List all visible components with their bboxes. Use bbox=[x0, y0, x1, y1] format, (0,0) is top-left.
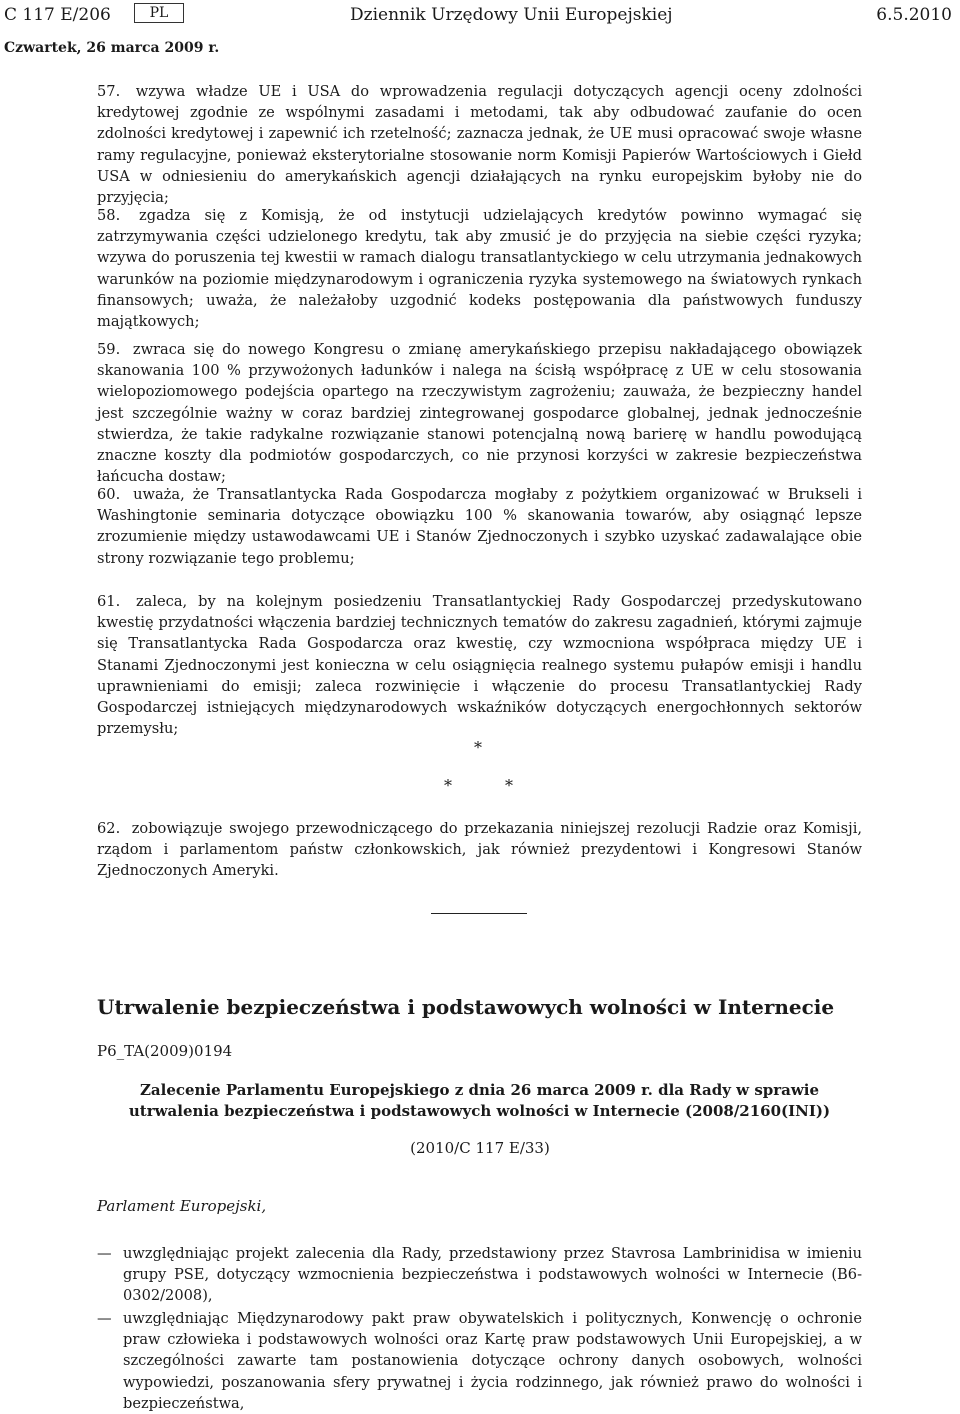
paragraph-61 bbox=[97, 591, 862, 739]
paragraph-number: 62. bbox=[97, 820, 121, 837]
citation-text: uwzględniając projekt zalecenia dla Rady, przedstawiony przez Stavrosa Lambrinidisa w imieniu grupy PSE, dotyczący wzmocnienia bezpieczeństwa i podstawowych wolności w Internecie (B6-0302/2008), bbox=[123, 1245, 862, 1305]
parliament-label: Parlament Europejski, bbox=[97, 1197, 267, 1215]
citation-item bbox=[97, 1308, 862, 1414]
paragraph-number: 58. bbox=[97, 207, 121, 224]
paragraph-text: zgadza się z Komisją, że od instytucji udzielających kredytów powinno wymagać się zatrzymywania części udzielonego kredytu, tak aby zmusić je do przyjęcia na siebie części ryzyka; wzywa do poruszenia tej kwestii w ramach dialogu transatlantyckiego w celu utrzymania jednakowych warunków na poziomie międzynarodowym i ograniczenia ryzyka systemowego na światowych rynkach finansowych; uważa, że należałoby uzgodnić kodeks postępowania dla państwowych funduszy majątkowych; bbox=[97, 207, 862, 331]
publication-date: 6.5.2010 bbox=[876, 5, 952, 25]
paragraph-60 bbox=[97, 484, 862, 569]
citation-item bbox=[97, 1243, 862, 1307]
document-id: P6_TA(2009)0194 bbox=[97, 1042, 233, 1060]
dash-marker: — bbox=[97, 1245, 112, 1262]
paragraph-text: uważa, że Transatlantycka Rada Gospodarcza mogłaby z pożytkiem organizować w Brukseli i Washingtonie seminaria dotyczące obowiązku 100 % skanowania towarów, aby osiągnąć lepsze zrozumienie między ustawodawcami UE i Stanów Zjednoczonych i szybko uzyskać zadawalające obie strony rozwiązanie tego problemu; bbox=[97, 486, 862, 567]
paragraph-number: 57. bbox=[97, 83, 121, 100]
paragraph-57 bbox=[97, 81, 862, 208]
page-header bbox=[0, 3, 960, 27]
paragraph-number: 60. bbox=[97, 486, 121, 503]
paragraph-number: 61. bbox=[97, 593, 121, 610]
paragraph-62 bbox=[97, 818, 862, 882]
asterism-star: * bbox=[444, 776, 452, 795]
dash-marker: — bbox=[97, 1310, 112, 1327]
paragraph-text: zobowiązuje swojego przewodniczącego do przekazania niniejszej rezolucji Radzie oraz Komisji, rządom i parlamentom państw członkowskich, jak również prezydentowi i Kongresowi Stanów Zjednoczonych Ameryki. bbox=[97, 820, 863, 880]
sitting-date: Czwartek, 26 marca 2009 r. bbox=[4, 40, 220, 56]
asterism-star: * bbox=[474, 738, 482, 757]
paragraph-number: 59. bbox=[97, 341, 121, 358]
paragraph-59 bbox=[97, 339, 862, 487]
section-title: Utrwalenie bezpieczeństwa i podstawowych wolności w Internecie bbox=[97, 995, 835, 1019]
recommendation-title: Zalecenie Parlamentu Europejskiego z dnia 26 marca 2009 r. dla Rady w sprawie utrwalenia bezpieczeństwa i podstawowych wolności w Internecie (2008/2160(INI)) bbox=[128, 1081, 831, 1120]
paragraph-58 bbox=[97, 205, 862, 332]
citation-text: uwzględniając Międzynarodowy pakt praw obywatelskich i politycznych, Konwencję o ochronie praw człowieka i podstawowych wolności oraz Kartę praw podstawowych Unii Europejskiej, a w szczególności zawarte tam postanowienia dotyczące ochrony danych osobowych, wolności wypowiedzi, poszanowania sfery prywatnej i życia rodzinnego, jak również prawo do wolności i bezpieczeństwa, bbox=[123, 1310, 862, 1412]
journal-title: Dziennik Urzędowy Unii Europejskiej bbox=[350, 5, 673, 25]
oj-reference: C 117 E/206 bbox=[4, 5, 111, 25]
section-divider bbox=[431, 913, 527, 914]
paragraph-text: zaleca, by na kolejnym posiedzeniu Transatlantyckiej Rady Gospodarczej przedyskutowano kwestię przydatności włączenia bardziej technicznych tematów do zakresu zagadnień, którymi zajmuje się Transatlantycka Rada Gospodarcza oraz kwestię, czy wzmocniona współpraca między UE i Stanami Zjednoczonymi jest konieczna w celu osiągnięcia realnego systemu pułapów emisji i handlu uprawnieniami do emisji; zaleca rozwinięcie i włączenie do procesu Transatlantyckiej Rady Gospodarczej istniejących międzynarodowych wskaźników dotyczących energochłonnych sektorów przemysłu; bbox=[97, 593, 862, 738]
asterism-star: * bbox=[505, 776, 513, 795]
paragraph-text: zwraca się do nowego Kongresu o zmianę amerykańskiego przepisu nakładającego obowiązek skanowania 100 % przywożonych ładunków i nalega na ścisłą współpracę z UE w celu stosowania wielopoziomowego podejścia opartego na rzeczywistym zagrożeniu; zauważa, że bezpieczny handel jest szczególnie ważny w coraz bardziej zintegrowanej gospodarce globalnej, jednak jednocześnie stwierdza, że takie radykalne rozwiązanie stanowi potencjalną nową barierę w handlu powodującą znaczne koszty dla podmiotów gospodarczych, co nie przynosi korzyści w zakresie bezpieczeństwa łańcucha dostaw; bbox=[97, 341, 862, 486]
paragraph-text: wzywa władze UE i USA do wprowadzenia regulacji dotyczących agencji oceny zdolności kredytowej zgodnie ze wspólnymi zasadami i metodami, tak aby odbudować zaufanie do ocen zdolności kredytowej i zapewnić ich rzetelność; zaznacza jednak, że UE musi opracować swoje własne ramy regulacyjne, ponieważ eksterytorialne stosowanie norm Komisji Papierów Wartościowych i Giełd USA w odniesieniu do amerykańskich agencji działających na rynku europejskim byłoby nie do przyjęcia; bbox=[97, 83, 862, 207]
oj-number: (2010/C 117 E/33) bbox=[410, 1139, 550, 1157]
language-code-box: PL bbox=[134, 3, 184, 23]
